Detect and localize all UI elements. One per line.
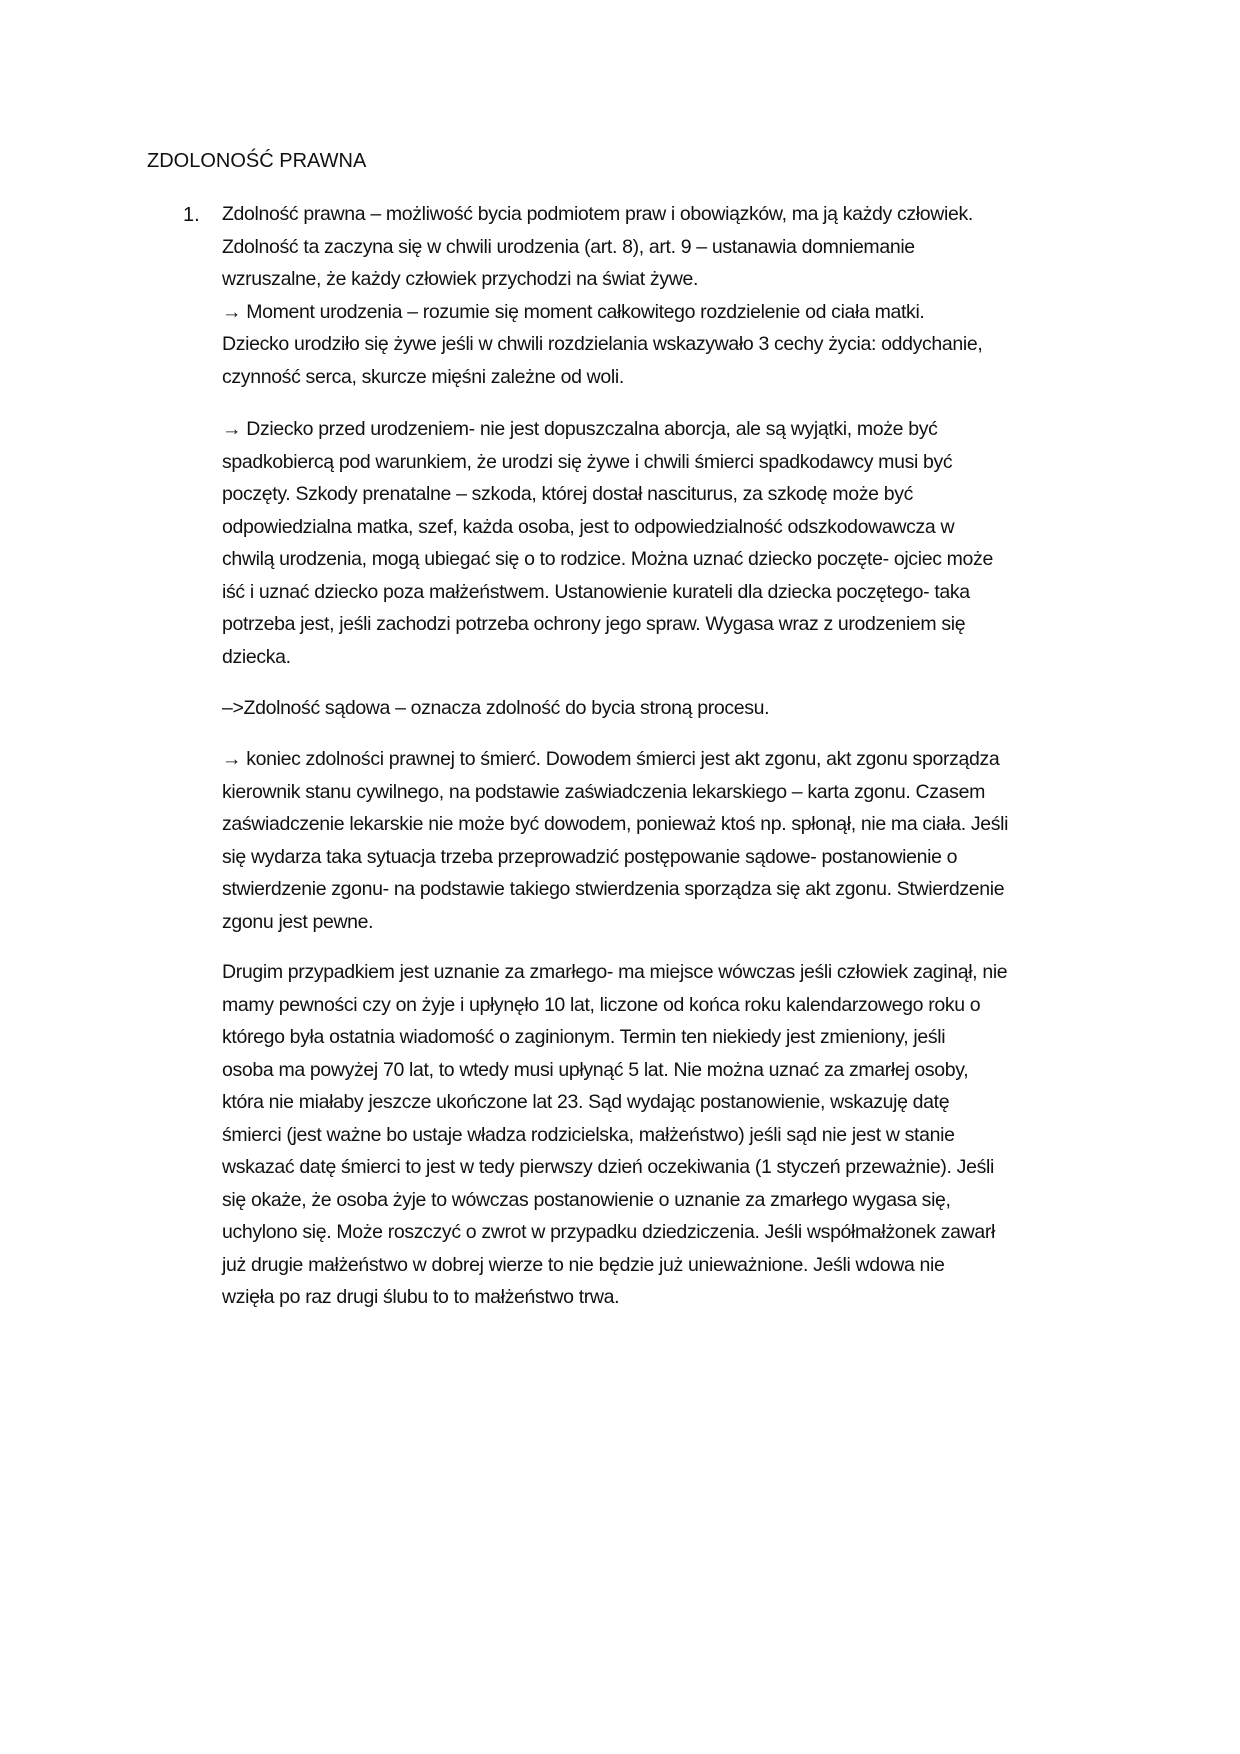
text-line: Dziecko urodziło się żywe jeśli w chwili rozdzielania wskazywało 3 cechy życia: oddychanie, [222, 333, 983, 355]
text-line: wskazać datę śmierci to jest w tedy pierwszy dzień oczekiwania (1 styczeń przeważnie). Jeśli [222, 1156, 994, 1178]
text-line: osoba ma powyżej 70 lat, to wtedy musi upłynąć 5 lat. Nie można uznać za zmarłej osoby, [222, 1058, 969, 1081]
text-line: się wydarza taka sytuacja trzeba przeprowadzić postępowanie sądowe- postanowienie o [222, 845, 958, 868]
text-line: iść i uznać dziecko poza małżeństwem. Ustanowienie kurateli dla dziecka poczętego- taka [222, 580, 970, 603]
paragraph-unborn-child [222, 413, 1102, 673]
text-line: zaświadczenie lekarskie nie może być dowodem, ponieważ ktoś np. spłonął, nie ma ciała. Jeśli [222, 813, 1009, 835]
text-line: stwierdzenie zgonu- na podstawie takiego stwierdzenia sporządza się akt zgonu. Stwierdzenie [222, 878, 1005, 900]
document-title: ZDOLONOŚĆ PRAWNA [147, 150, 367, 172]
text-line: → koniec zdolności prawnej to śmierć. Dowodem śmierci jest akt zgonu, akt zgonu sporządza [222, 748, 1000, 770]
text-line: odpowiedzialna matka, szef, każda osoba, jest to odpowiedzialność odszkodowawcza w [222, 515, 955, 538]
text-line: Drugim przypadkiem jest uznanie za zmarłego- ma miejsce wówczas jeśli człowiek zaginął, nie [222, 961, 1008, 983]
text-line: chwilą urodzenia, mogą ubiegać się o to rodzice. Można uznać dziecko poczęte- ojciec może [222, 548, 993, 570]
text-line: czynność serca, skurcze mięśni zależne od woli. [222, 365, 624, 388]
text-line: Zdolność ta zaczyna się w chwili urodzenia (art. 8), art. 9 – ustanawia domniemanie [222, 235, 915, 258]
text-line: dziecka. [222, 645, 291, 668]
text-line: potrzeba jest, jeśli zachodzi potrzeba ochrony jego spraw. Wygasa wraz z urodzeniem się [222, 613, 966, 635]
text-line: śmierci (jest ważne bo ustaje władza rodzicielska, małżeństwo) jeśli sąd nie jest w stanie [222, 1123, 955, 1146]
text-line: która nie miałaby jeszcze ukończone lat 23. Sąd wydając postanowienie, wskazuję datę [222, 1091, 950, 1113]
text-line: → Moment urodzenia – rozumie się moment całkowitego rozdzielenie od ciała matki. [222, 300, 925, 323]
paragraph-court-capacity [222, 692, 1102, 725]
list-item-number: 1. [183, 204, 200, 226]
text-line: spadkobiercą pod warunkiem, że urodzi się żywe i chwili śmierci spadkodawcy musi być [222, 450, 953, 473]
text-line: uchylono się. Może roszczyć o zwrot w przypadku dziedziczenia. Jeśli współmałżonek zawarł [222, 1221, 996, 1243]
text-line: –>Zdolność sądowa – oznacza zdolność do bycia stroną procesu. [222, 697, 770, 719]
text-line: zgonu jest pewne. [222, 910, 374, 933]
text-line: już drugie małżeństwo w dobrej wierze to nie będzie już unieważnione. Jeśli wdowa nie [222, 1253, 945, 1276]
text-line: kierownik stanu cywilnego, na podstawie zaświadczenia lekarskiego – karta zgonu. Czasem [222, 780, 985, 803]
text-line: wzięła po raz drugi ślubu to to małżeństwo trwa. [222, 1286, 620, 1308]
text-line: mamy pewności czy on żyje i upłynęło 10 lat, liczone od końca roku kalendarzowego roku o [222, 993, 981, 1016]
paragraph-legal-capacity [222, 198, 1102, 393]
paragraph-end-of-capacity [222, 743, 1102, 938]
paragraph-declared-dead [222, 956, 1102, 1314]
text-line: się okaże, że osoba żyje to wówczas postanowienie o uznanie za zmarłego wygasa się, [222, 1188, 951, 1211]
text-line: Zdolność prawna – możliwość bycia podmiotem praw i obowiązków, ma ją każdy człowiek. [222, 203, 973, 225]
text-line: wzruszalne, że każdy człowiek przychodzi na świat żywe. [222, 268, 699, 290]
text-line: → Dziecko przed urodzeniem- nie jest dopuszczalna aborcja, ale są wyjątki, może być [222, 418, 938, 440]
text-line: poczęty. Szkody prenatalne – szkoda, której dostał nasciturus, za szkodę może być [222, 483, 913, 505]
text-line: którego była ostatnia wiadomość o zaginionym. Termin ten niekiedy jest zmieniony, jeśli [222, 1026, 946, 1048]
